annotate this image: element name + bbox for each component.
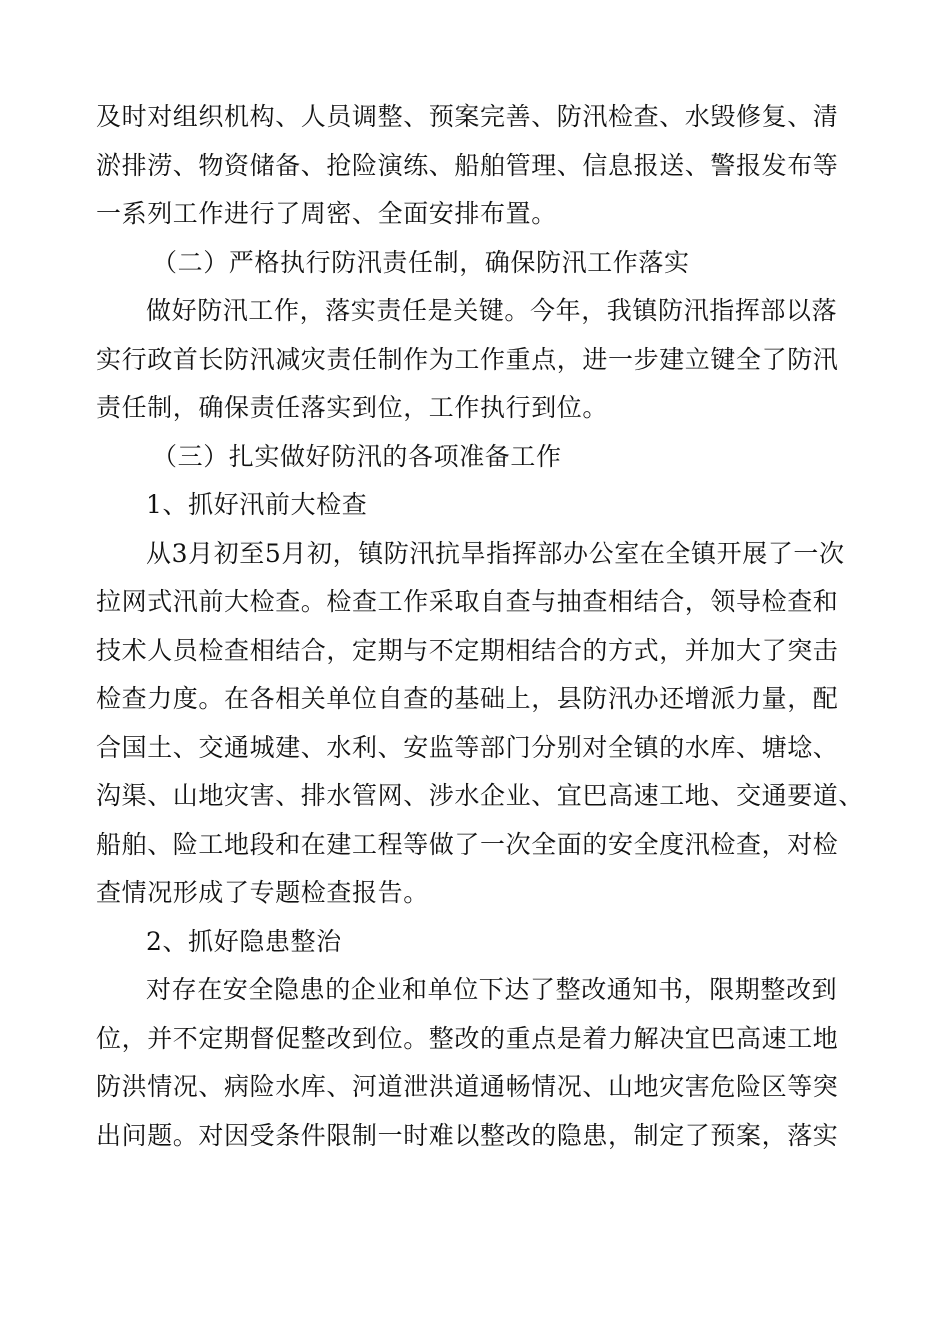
paragraph-first-line: 做好防汛工作，落实责任是关键。今年，我镇防汛指挥部以落 [146,296,838,325]
body-line: 技术人员检查相结合，定期与不定期相结合的方式，并加大了突击 [96,635,839,665]
paragraph-first-line: 对存在安全隐患的企业和单位下达了整改通知书，限期整改到 [146,975,838,1004]
body-line: 及时对组织机构、人员调整、预案完善、防汛检查、水毁修复、清 [96,102,839,131]
body-line: 合国土、交通城建、水利、安监等部门分别对全镇的水库、塘埝、 [96,732,839,762]
body-line: 实行政首长防汛减灾责任制作为工作重点，进一步建立键全了防汛 [96,344,839,374]
body-line: 淤排涝、物资储备、抢险演练、船舶管理、信息报送、警报发布等 [96,150,839,180]
body-line: 查情况形成了专题检查报告。 [96,878,429,907]
body-line: 船舶、险工地段和在建工程等做了一次全面的安全度汛检查，对检 [96,829,839,859]
body-line: 防洪情况、病险水库、河道泄洪道通畅情况、山地灾害危险区等突 [96,1072,839,1101]
subheading-2: 2、抓好隐患整治 [146,926,342,956]
document-body [96,93,865,1160]
body-line: 沟渠、山地灾害、排水管网、涉水企业、宜巴高速工地、交通要道、 [96,781,865,810]
body-line: 拉网式汛前大检查。检查工作采取自查与抽查相结合，领导检查和 [96,587,839,616]
subheading-1: 1、抓好汛前大检查 [146,490,368,519]
section-heading-2: （二）严格执行防汛责任制，确保防汛工作落实 [152,247,690,277]
body-line: 一系列工作进行了周密、全面安排布置。 [96,199,557,228]
body-line: 位，并不定期督促整改到位。整改的重点是着力解决宜巴高速工地 [96,1023,839,1053]
section-heading-3: （三）扎实做好防汛的各项准备工作 [152,441,562,471]
paragraph-first-line: 从3月初至5月初，镇防汛抗旱指挥部办公室在全镇开展了一次 [146,538,845,568]
body-line: 检查力度。在各相关单位自查的基础上，县防汛办还增派力量，配 [96,684,839,713]
body-line: 责任制，确保责任落实到位，工作执行到位。 [96,393,609,422]
body-line: 出问题。对因受条件限制一时难以整改的隐患，制定了预案，落实 [96,1120,839,1150]
